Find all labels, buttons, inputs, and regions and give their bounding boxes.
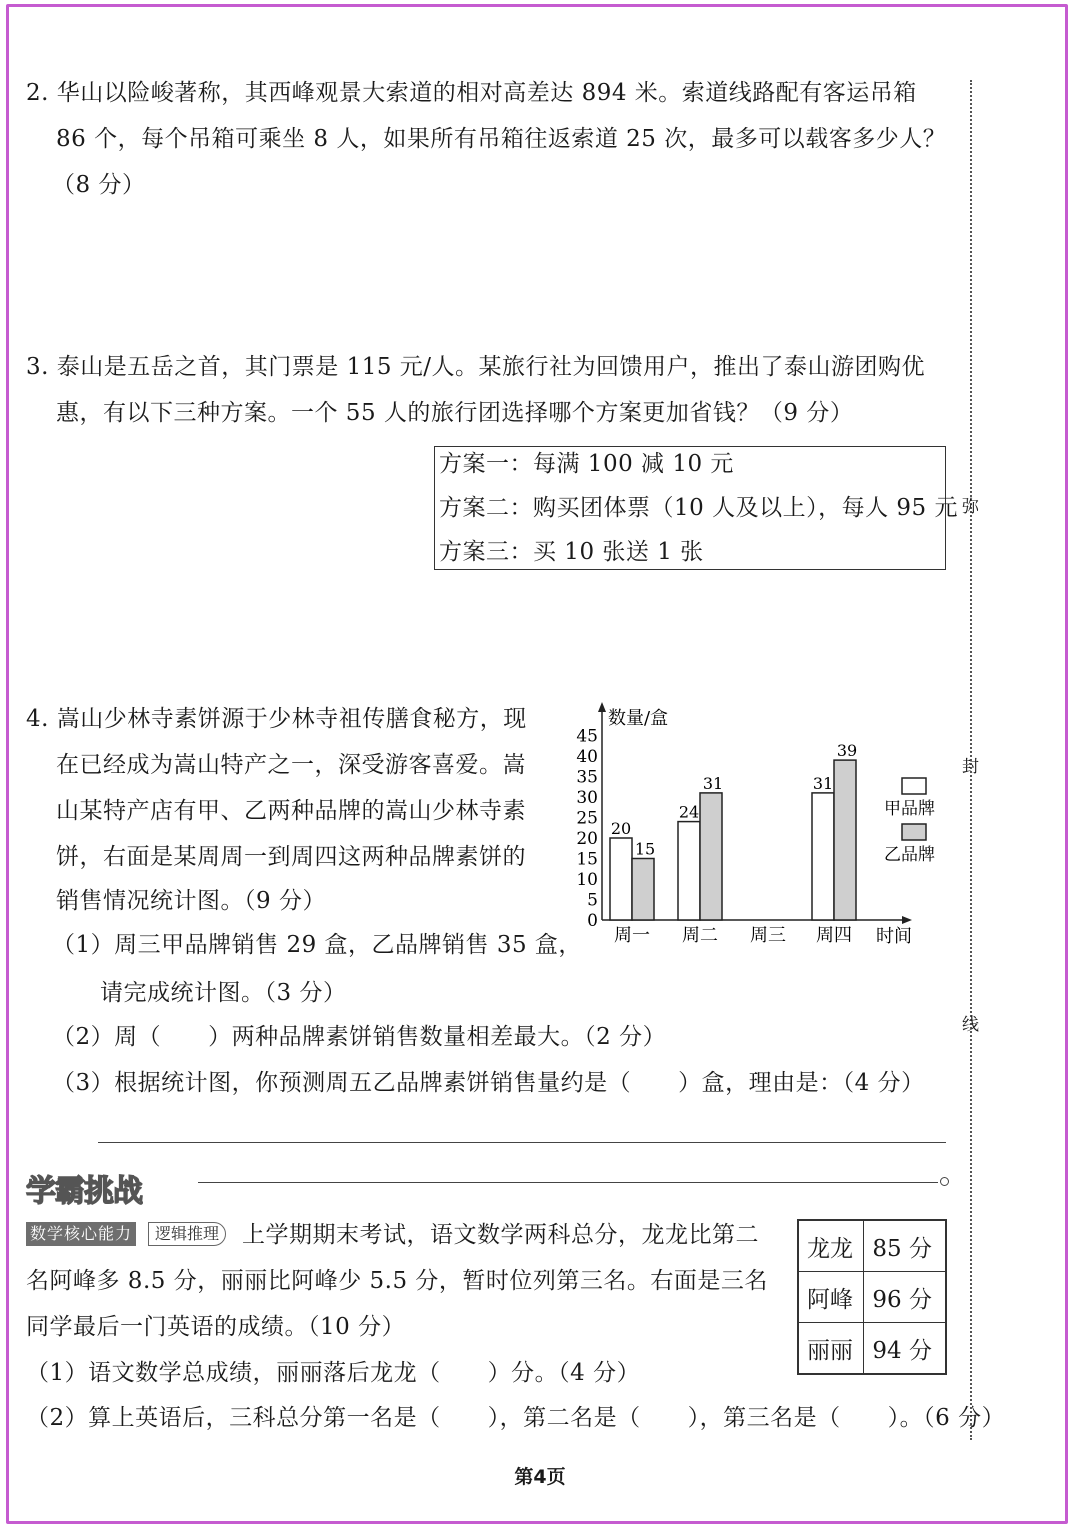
y-tick-label: 0 <box>587 911 598 931</box>
ability-tag: 数学核心能力 <box>26 1222 136 1246</box>
x-axis-label: 时间 <box>876 926 912 947</box>
bar-value-label: 31 <box>812 773 834 793</box>
bar-jia <box>812 793 834 920</box>
student-score: 94 分 <box>864 1323 946 1375</box>
y-tick-label: 35 <box>576 767 598 788</box>
plan-2: 方案二：购买团体票（10 人及以上），每人 95 元 <box>439 495 958 521</box>
legend-label: 乙品牌 <box>884 845 935 865</box>
y-tick-label: 5 <box>587 890 598 911</box>
bar-yi <box>834 760 856 920</box>
bar-value-label: 15 <box>634 839 656 859</box>
bar-value-label: 24 <box>678 802 700 822</box>
q4-sub3: （3）根据统计图，你预测周五乙品牌素饼销售量约是（ ）盒，理由是：（4 分） <box>52 1070 925 1096</box>
legend-swatch <box>902 778 926 794</box>
x-axis-arrow <box>902 916 912 924</box>
student-score: 85 分 <box>864 1220 946 1272</box>
q4-line-5: 销售情况统计图。（9 分） <box>56 888 326 914</box>
y-tick-label: 15 <box>576 849 598 870</box>
plan-3: 方案三：买 10 张送 1 张 <box>439 539 704 565</box>
q4-sub1-line-2: 请完成统计图。（3 分） <box>100 980 347 1006</box>
challenge-line-2: 名阿峰多 8.5 分，丽丽比阿峰少 5.5 分，暂时位列第三名。右面是三名 <box>26 1268 768 1294</box>
challenge-sub2: （2）算上英语后，三科总分第一名是（ ），第二名是（ ），第三名是（ ）。（6 分） <box>26 1405 1006 1431</box>
table-row <box>798 1323 946 1375</box>
challenge-title: 学霸挑战 <box>26 1174 142 1209</box>
x-tick-label: 周一 <box>614 925 650 946</box>
bar-jia <box>610 838 632 920</box>
student-score: 96 分 <box>864 1272 946 1323</box>
bar-value-label: 31 <box>702 773 724 793</box>
challenge-banner <box>26 1166 196 1209</box>
plan-box <box>434 446 958 570</box>
q4-line-1: 4. 嵩山少林寺素饼源于少林寺祖传膳食秘方，现 <box>26 706 527 732</box>
x-tick-label: 周四 <box>816 925 852 946</box>
q3-line-1: 3. 泰山是五岳之首，其门票是 115 元/人。某旅行社为回馈用户，推出了泰山游团购优 <box>26 354 926 380</box>
page-number: 第4页 <box>514 1466 566 1488</box>
q4-sub2: （2）周（ ）两种品牌素饼销售数量相差最大。（2 分） <box>52 1024 667 1050</box>
y-axis-arrow <box>598 702 606 712</box>
section-divider <box>98 1142 946 1143</box>
y-tick-label: 30 <box>576 788 598 808</box>
side-mark-mi: 弥 <box>962 497 979 517</box>
student-name: 龙龙 <box>798 1220 864 1272</box>
q4-line-2: 在已经成为嵩山特产之一，深受游客喜爱。嵩 <box>56 752 526 778</box>
y-tick-label: 40 <box>576 747 598 767</box>
y-tick-label: 10 <box>576 870 598 890</box>
table-row <box>798 1220 946 1272</box>
q4-line-3: 山某特产店有甲、乙两种品牌的嵩山少林寺素 <box>56 798 526 824</box>
y-tick-label: 20 <box>576 829 598 849</box>
q4-line-4: 饼，右面是某周周一到周四这两种品牌素饼的 <box>56 844 526 870</box>
q2-line-3: （8 分） <box>52 172 146 198</box>
challenge-rule <box>198 1182 938 1183</box>
challenge-line-3: 同学最后一门英语的成绩。（10 分） <box>26 1314 406 1340</box>
table-row <box>798 1272 946 1323</box>
legend-swatch <box>902 824 926 840</box>
bar-value-label: 39 <box>836 741 858 761</box>
bar-yi <box>632 859 654 921</box>
side-mark-xian: 线 <box>962 1015 979 1035</box>
q2-line-2: 86 个，每个吊箱可乘坐 8 人，如果所有吊箱往返索道 25 次，最多可以载客多少人？ <box>56 126 947 152</box>
reasoning-tag: 逻辑推理 <box>148 1222 226 1246</box>
x-tick-label: 周二 <box>682 925 718 946</box>
q4-sub1-line-1: （1）周三甲品牌销售 29 盒，乙品牌销售 35 盒， <box>52 932 582 958</box>
challenge-rule-end <box>940 1177 949 1186</box>
bar-yi <box>700 793 722 920</box>
english-score-table <box>797 1219 947 1375</box>
q3-line-2: 惠，有以下三种方案。一个 55 人的旅行团选择哪个方案更加省钱？（9 分） <box>56 400 854 426</box>
side-mark-feng: 封 <box>962 757 979 777</box>
challenge-sub1: （1）语文数学总成绩，丽丽落后龙龙（ ）分。（4 分） <box>26 1360 641 1386</box>
y-tick-label: 25 <box>576 808 598 829</box>
y-tick-label: 45 <box>576 726 598 747</box>
q2-line-1: 2. 华山以险峻著称，其西峰观景大索道的相对高差达 894 米。索道线路配有客运吊箱 <box>26 80 917 106</box>
legend-label: 甲品牌 <box>884 799 935 819</box>
student-name: 丽丽 <box>798 1323 864 1375</box>
bar-value-label: 20 <box>610 819 632 838</box>
sales-bar-chart <box>572 700 962 950</box>
x-tick-label: 周三 <box>750 925 786 946</box>
plan-1: 方案一：每满 100 减 10 元 <box>439 451 734 477</box>
bar-jia <box>678 822 700 920</box>
student-name: 阿峰 <box>798 1272 864 1323</box>
y-axis-label: 数量/盒 <box>608 708 669 729</box>
challenge-line-1: 上学期期末考试，语文数学两科总分，龙龙比第二 <box>242 1222 759 1248</box>
